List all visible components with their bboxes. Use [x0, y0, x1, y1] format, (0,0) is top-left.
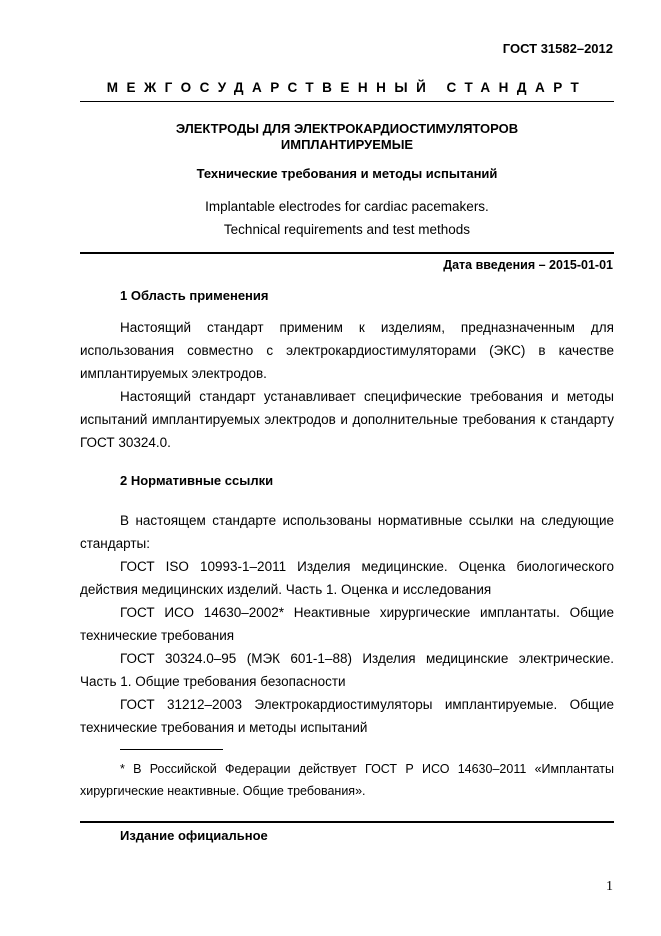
reference-item: ГОСТ 30324.0–95 (МЭК 601-1–88) Изделия медицинские электрические. Часть 1. Общие требования безопасности: [80, 651, 614, 689]
reference-item: ГОСТ ИСО 14630–2002* Неактивные хирургические имплантаты. Общие технические требования: [80, 605, 614, 643]
footnote-separator: [120, 749, 223, 750]
reference-item: ГОСТ ISO 10993-1–2011 Изделия медицинские. Оценка биологического действия медицинских изделий. Часть 1. Оценка и исследования: [80, 559, 614, 597]
gost-number: ГОСТ 31582–2012: [502, 41, 613, 56]
reference-item: ГОСТ 31212–2003 Электрокардиостимуляторы имплантируемые. Общие технические требования и методы испытаний: [80, 697, 614, 735]
english-title-line2: Technical requirements and test methods: [223, 222, 471, 237]
header-divider: [80, 101, 614, 102]
document-title-line1: ЭЛЕКТРОДЫ ДЛЯ ЭЛЕКТРОКАРДИОСТИМУЛЯТОРОВ: [175, 121, 519, 136]
footer-divider: [80, 821, 614, 823]
footnote: * В Российской Федерации действует ГОСТ Р ИСО 14630–2011 «Имплантаты хирургические неактивные. Общие требования».: [80, 762, 614, 798]
official-edition-label: Издание официальное: [120, 828, 268, 843]
references-intro: В настоящем стандарте использованы нормативные ссылки на следующие стандарты:: [80, 513, 614, 551]
scope-paragraph-1: Настоящий стандарт применим к изделиям, предназначенным для использования совместно с электрокардиостимуляторами (ЭКС) в качестве имплантируемых электродов.: [80, 320, 614, 381]
scope-paragraph-2: Настоящий стандарт устанавливает специфические требования и методы испытаний имплантируемых электродов и дополнительные требования к стандарту ГОСТ 30324.0.: [80, 389, 614, 450]
interstate-standard-label: МЕЖГОСУДАРСТВЕННЫЙ СТАНДАРТ: [106, 80, 588, 95]
page-number: 1: [606, 879, 613, 894]
introduction-date: Дата введения – 2015-01-01: [443, 258, 613, 272]
title-divider: [80, 252, 614, 254]
english-title-line1: Implantable electrodes for cardiac pacemakers.: [205, 199, 489, 214]
section-heading-references: 2 Нормативные ссылки: [120, 473, 274, 488]
document-subtitle: Технические требования и методы испытаний: [196, 166, 498, 181]
section-heading-scope: 1 Область применения: [120, 288, 269, 303]
document-title-line2: ИМПЛАНТИРУЕМЫЕ: [280, 137, 414, 152]
